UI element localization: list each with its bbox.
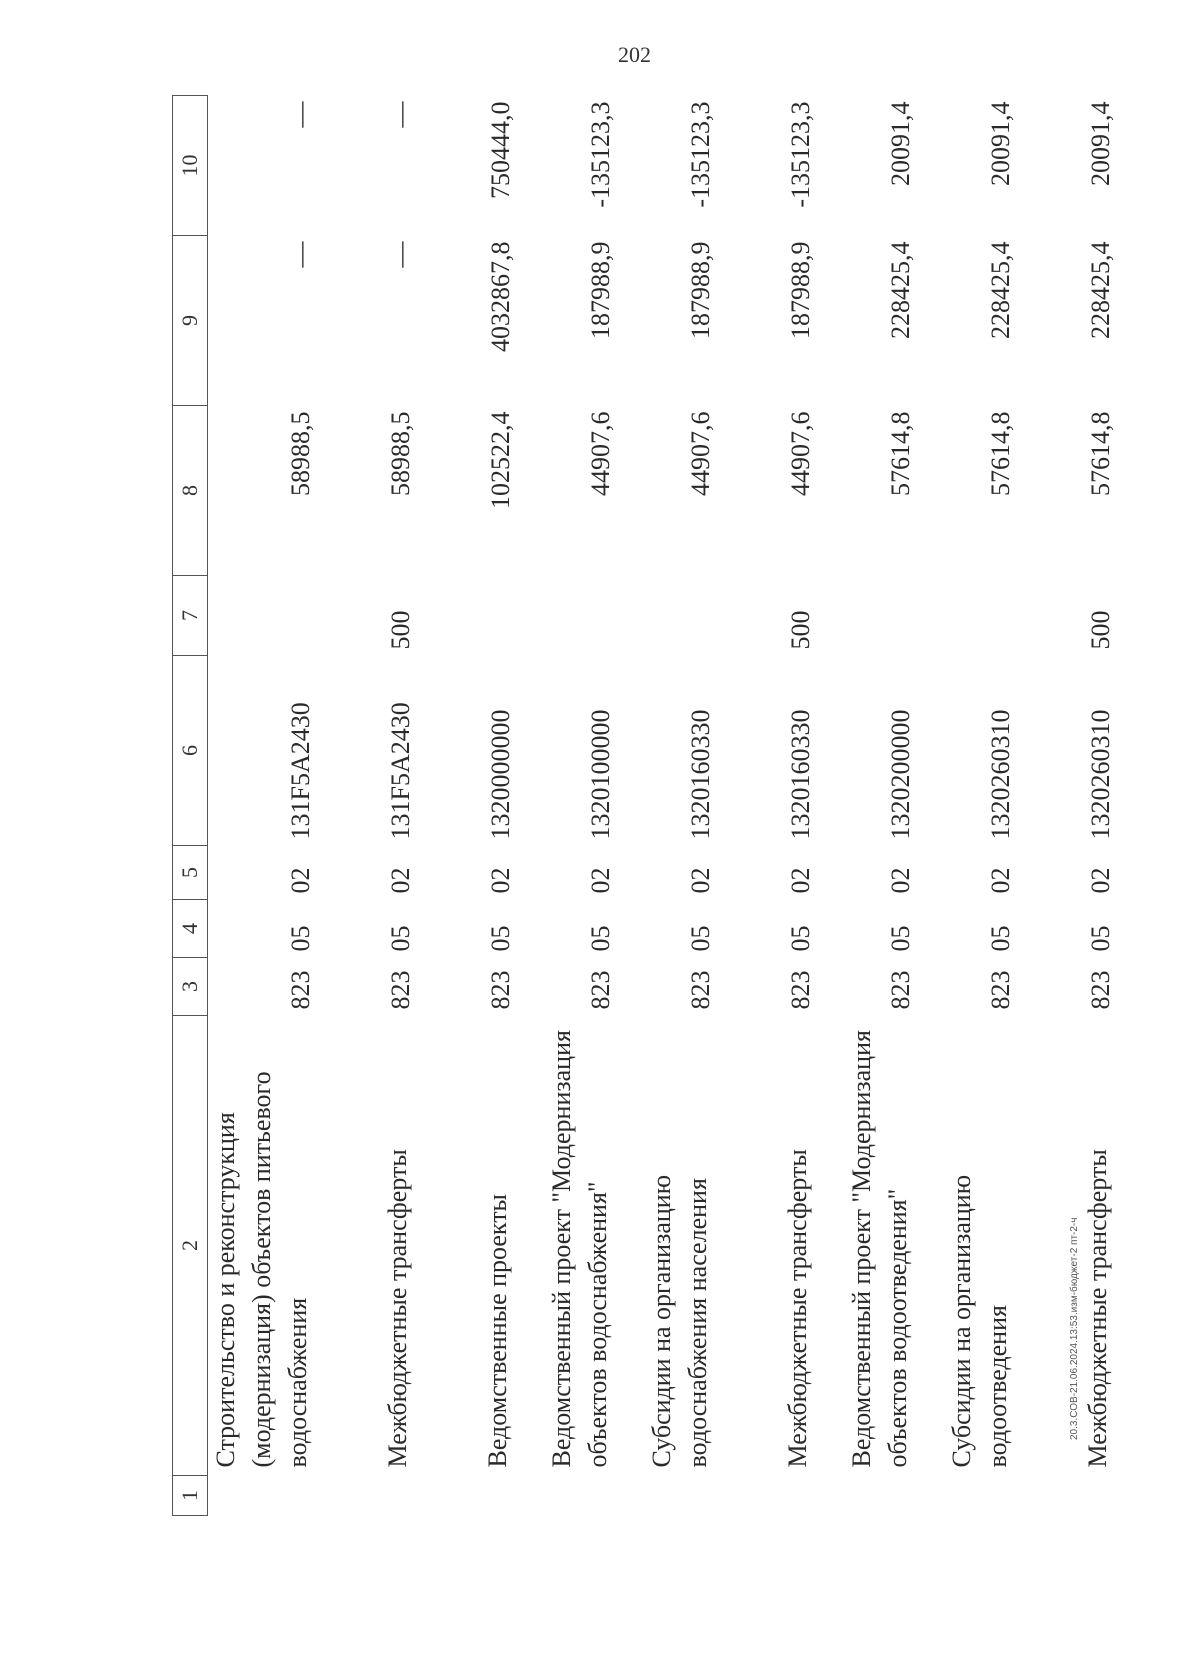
row-code-subsection: 02 xyxy=(586,867,615,894)
document-footer-stamp: 20.3.СОВ-21.06.2024.13:53.изм-бюджет-2 пт-2-ч xyxy=(1069,1217,1080,1440)
row-expense-type: 500 xyxy=(786,610,815,650)
row-code-ministry: 823 xyxy=(586,970,615,1010)
row-amount-col10: -135123,3 xyxy=(786,101,815,208)
row-target-article: 1320260310 xyxy=(986,709,1015,840)
row-target-article: 1320000000 xyxy=(486,709,515,840)
table-body xyxy=(208,96,1125,1516)
row-description: Строительство и реконструкция (модернизация) объектов питьевого водоснабжения xyxy=(211,1071,312,1468)
row-code-ministry: 823 xyxy=(886,970,915,1010)
row-target-article: 131F5A2430 xyxy=(386,702,415,840)
table-row xyxy=(624,96,724,1516)
row-amount-col8: 58988,5 xyxy=(286,411,315,496)
table-row xyxy=(208,96,325,1516)
row-amount-col9: — xyxy=(386,241,415,268)
table-row xyxy=(424,96,524,1516)
row-code-ministry: 823 xyxy=(386,970,415,1010)
row-expense-type: 500 xyxy=(1086,610,1115,650)
row-expense-type xyxy=(924,576,1024,656)
table-row xyxy=(924,96,1024,1516)
row-code-ministry: 823 xyxy=(486,970,515,1010)
row-amount-col9: 187988,9 xyxy=(786,241,815,339)
row-amount-col8: 58988,5 xyxy=(386,411,415,496)
row-description: Ведомственные проекты xyxy=(483,1193,512,1468)
row-target-article: 131F5A2430 xyxy=(286,702,315,840)
row-description: Субсидии на организацию водоснабжения населения xyxy=(647,1174,712,1468)
row-code-subsection: 02 xyxy=(986,867,1015,894)
row-description: Межбюджетные трансферты xyxy=(1083,1149,1112,1468)
header-col-3: 3 xyxy=(173,958,208,1016)
table-row xyxy=(824,96,924,1516)
row-amount-col10: — xyxy=(286,101,315,128)
row-amount-col10: 20091,4 xyxy=(1086,101,1115,186)
row-amount-col9: 228425,4 xyxy=(886,241,915,339)
row-code-section: 05 xyxy=(286,925,315,952)
row-amount-col9: — xyxy=(286,241,315,268)
row-amount-col8: 57614,8 xyxy=(886,411,915,496)
row-description: Субсидии на организацию водоотведения xyxy=(947,1174,1012,1468)
row-code-ministry: 823 xyxy=(786,970,815,1010)
header-col-9: 9 xyxy=(173,236,208,406)
header-col-6: 6 xyxy=(173,656,208,846)
row-code-subsection: 02 xyxy=(386,867,415,894)
table-row xyxy=(324,96,424,1516)
row-code-section: 05 xyxy=(986,925,1015,952)
table-row xyxy=(524,96,624,1516)
row-amount-col8: 44907,6 xyxy=(686,411,715,496)
row-amount-col10: -135123,3 xyxy=(686,101,715,208)
row-code-ministry: 823 xyxy=(286,970,315,1010)
row-description: Ведомственный проект "Модернизация объектов водоотведения" xyxy=(847,1030,912,1468)
row-target-article: 1320160330 xyxy=(786,709,815,840)
budget-table xyxy=(172,95,1124,1516)
row-amount-col10: 20091,4 xyxy=(886,101,915,186)
row-code-section: 05 xyxy=(686,925,715,952)
row-target-article: 1320260310 xyxy=(1086,709,1115,840)
row-amount-col9: 228425,4 xyxy=(986,241,1015,339)
row-amount-col10: -135123,3 xyxy=(586,101,615,208)
row-code-subsection: 02 xyxy=(686,867,715,894)
row-amount-col8: 102522,4 xyxy=(486,411,515,509)
row-expense-type xyxy=(208,576,325,656)
row-code-section: 05 xyxy=(1086,925,1115,952)
row-code-section: 05 xyxy=(886,925,915,952)
row-code-subsection: 02 xyxy=(886,867,915,894)
row-amount-col9: 187988,9 xyxy=(686,241,715,339)
row-description: Ведомственный проект "Модернизация объектов водоснабжения" xyxy=(547,1030,612,1468)
row-code-subsection: 02 xyxy=(286,867,315,894)
row-amount-col8: 44907,6 xyxy=(786,411,815,496)
page-number: 202 xyxy=(618,42,651,67)
row-amount-col9: 228425,4 xyxy=(1086,241,1115,339)
row-target-article: 1320100000 xyxy=(586,709,615,840)
row-amount-col8: 44907,6 xyxy=(586,411,615,496)
row-description: Межбюджетные трансферты xyxy=(783,1149,812,1468)
row-expense-type xyxy=(624,576,724,656)
row-amount-col10: 20091,4 xyxy=(986,101,1015,186)
row-target-article: 1320200000 xyxy=(886,709,915,840)
row-code-section: 05 xyxy=(486,925,515,952)
row-code-subsection: 02 xyxy=(1086,867,1115,894)
header-col-10: 10 xyxy=(173,96,208,236)
row-amount-col8: 57614,8 xyxy=(986,411,1015,496)
row-code-subsection: 02 xyxy=(486,867,515,894)
row-expense-type: 500 xyxy=(386,610,415,650)
row-amount-col10: 750444,0 xyxy=(486,101,515,199)
row-code-section: 05 xyxy=(786,925,815,952)
header-col-2: 2 xyxy=(173,1016,208,1476)
row-target-article: 1320160330 xyxy=(686,709,715,840)
row-expense-type xyxy=(524,576,624,656)
header-col-7: 7 xyxy=(173,576,208,656)
header-col-1: 1 xyxy=(173,1476,208,1516)
row-code-ministry: 823 xyxy=(986,970,1015,1010)
row-code-ministry: 823 xyxy=(1086,970,1115,1010)
header-col-4: 4 xyxy=(173,900,208,958)
row-amount-col8: 57614,8 xyxy=(1086,411,1115,496)
row-expense-type xyxy=(824,576,924,656)
row-amount-col9: 4032867,8 xyxy=(486,241,515,352)
row-amount-col9: 187988,9 xyxy=(586,241,615,339)
header-col-5: 5 xyxy=(173,846,208,900)
row-code-section: 05 xyxy=(586,925,615,952)
header-row xyxy=(173,96,208,1516)
row-code-ministry: 823 xyxy=(686,970,715,1010)
row-code-section: 05 xyxy=(386,925,415,952)
row-code-subsection: 02 xyxy=(786,867,815,894)
row-expense-type xyxy=(424,576,524,656)
table-row xyxy=(724,96,824,1516)
row-amount-col10: — xyxy=(386,101,415,128)
row-description: Межбюджетные трансферты xyxy=(383,1149,412,1468)
header-col-8: 8 xyxy=(173,406,208,576)
